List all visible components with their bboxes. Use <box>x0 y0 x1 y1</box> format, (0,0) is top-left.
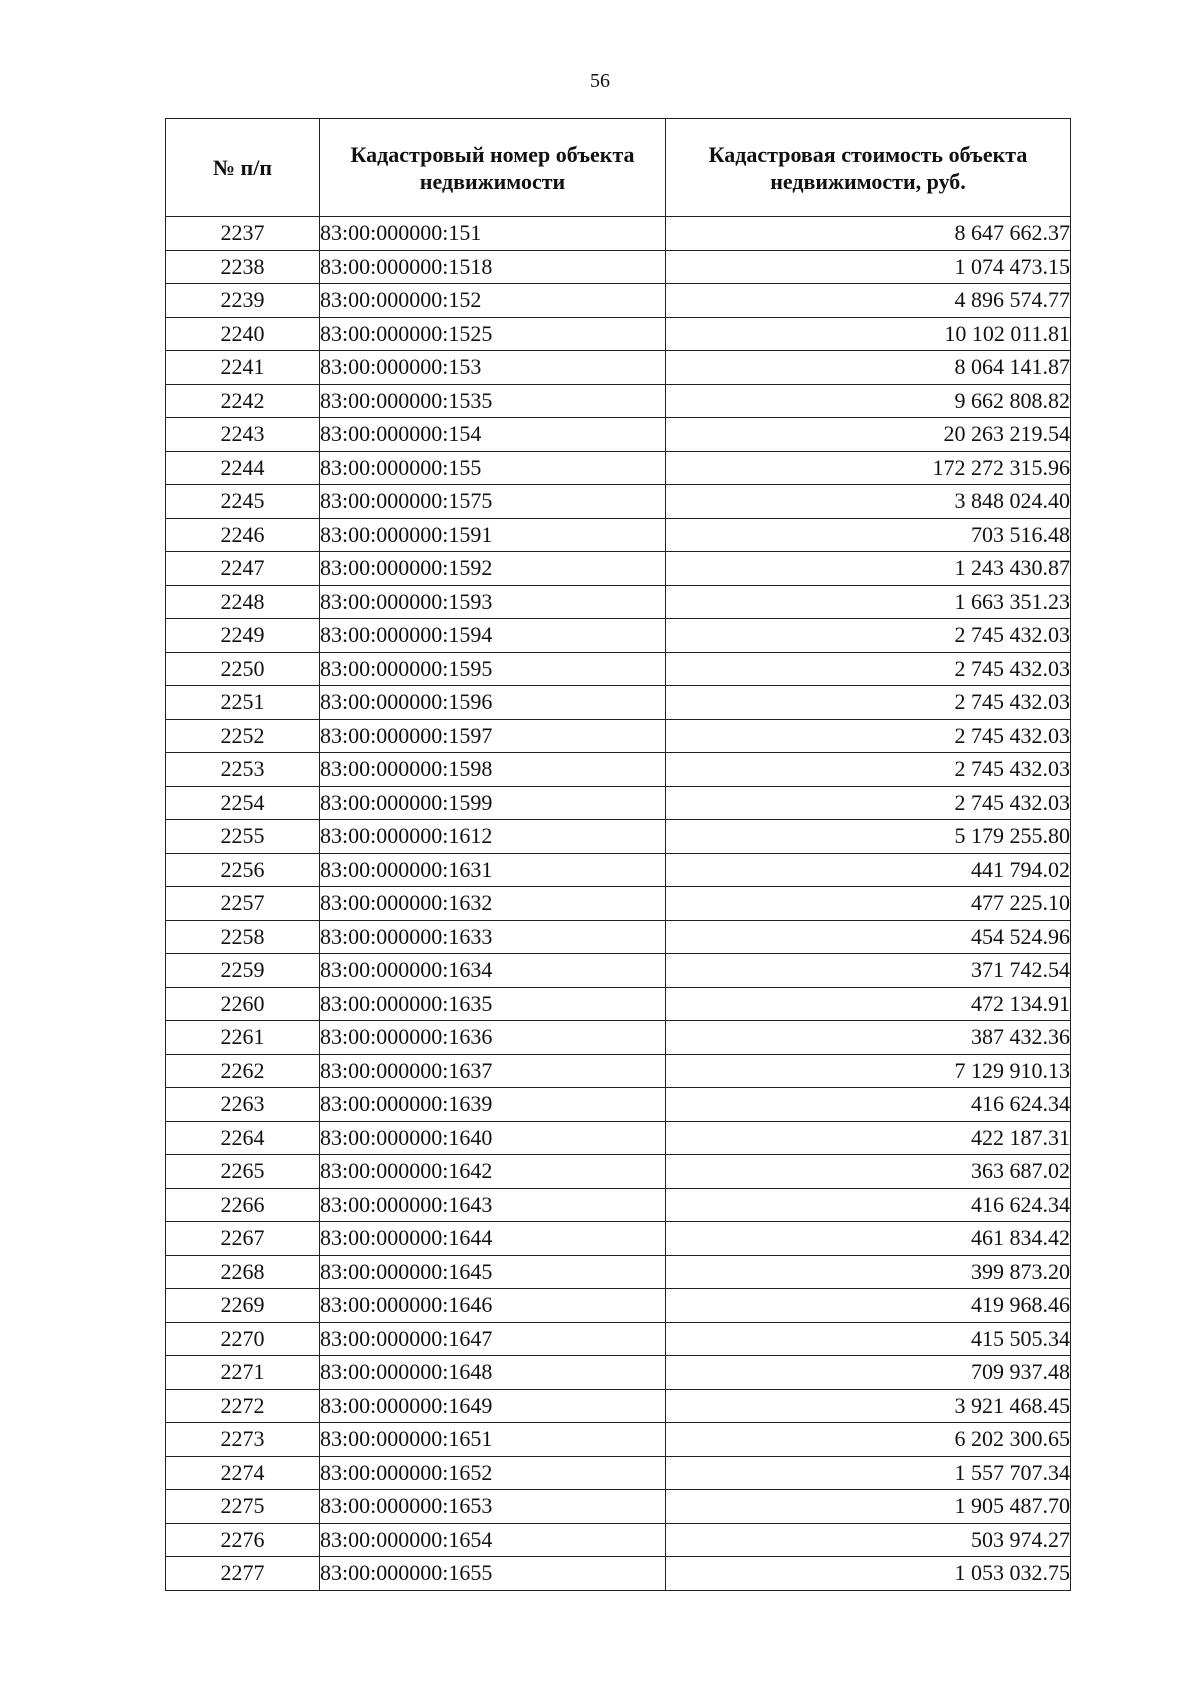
cadastral-number-cell: 83:00:000000:155 <box>320 451 666 485</box>
table-row <box>166 1389 1071 1423</box>
cadastral-value-cell: 703 516.48 <box>666 518 1071 552</box>
cadastral-value-cell: 422 187.31 <box>666 1121 1071 1155</box>
table-row <box>166 451 1071 485</box>
cadastral-value-cell: 5 179 255.80 <box>666 820 1071 854</box>
cadastral-number-cell: 83:00:000000:1631 <box>320 853 666 887</box>
row-number-cell: 2264 <box>166 1121 320 1155</box>
cadastral-value-cell: 1 074 473.15 <box>666 250 1071 284</box>
table-row <box>166 1021 1071 1055</box>
cadastral-value-cell: 10 102 011.81 <box>666 317 1071 351</box>
cadastral-number-cell: 83:00:000000:1649 <box>320 1389 666 1423</box>
cadastral-value-table <box>165 118 1071 1591</box>
cadastral-value-cell: 416 624.34 <box>666 1088 1071 1122</box>
table-row <box>166 987 1071 1021</box>
row-number-cell: 2256 <box>166 853 320 887</box>
cadastral-value-cell: 503 974.27 <box>666 1523 1071 1557</box>
cadastral-value-cell: 415 505.34 <box>666 1322 1071 1356</box>
table-row <box>166 820 1071 854</box>
cadastral-number-cell: 83:00:000000:1595 <box>320 652 666 686</box>
cadastral-value-cell: 461 834.42 <box>666 1222 1071 1256</box>
table-row <box>166 719 1071 753</box>
row-number-cell: 2244 <box>166 451 320 485</box>
cadastral-value-cell: 20 263 219.54 <box>666 418 1071 452</box>
cadastral-number-cell: 83:00:000000:1593 <box>320 585 666 619</box>
row-number-cell: 2245 <box>166 485 320 519</box>
table-row <box>166 1490 1071 1524</box>
cadastral-number-cell: 83:00:000000:1575 <box>320 485 666 519</box>
row-number-cell: 2277 <box>166 1557 320 1591</box>
row-number-cell: 2243 <box>166 418 320 452</box>
row-number-cell: 2268 <box>166 1255 320 1289</box>
cadastral-value-cell: 9 662 808.82 <box>666 384 1071 418</box>
cadastral-number-cell: 83:00:000000:1655 <box>320 1557 666 1591</box>
row-number-cell: 2266 <box>166 1188 320 1222</box>
cadastral-number-cell: 83:00:000000:1648 <box>320 1356 666 1390</box>
row-number-cell: 2260 <box>166 987 320 1021</box>
table-row <box>166 1255 1071 1289</box>
cadastral-value-cell: 3 848 024.40 <box>666 485 1071 519</box>
cadastral-number-cell: 83:00:000000:1612 <box>320 820 666 854</box>
cadastral-value-cell: 2 745 432.03 <box>666 619 1071 653</box>
table-row <box>166 619 1071 653</box>
row-number-cell: 2271 <box>166 1356 320 1390</box>
table-row <box>166 317 1071 351</box>
row-number-cell: 2274 <box>166 1456 320 1490</box>
cadastral-value-cell: 1 053 032.75 <box>666 1557 1071 1591</box>
cadastral-value-cell: 2 745 432.03 <box>666 786 1071 820</box>
cadastral-value-cell: 454 524.96 <box>666 920 1071 954</box>
table-row <box>166 217 1071 251</box>
table-row <box>166 853 1071 887</box>
row-number-cell: 2263 <box>166 1088 320 1122</box>
cadastral-number-cell: 83:00:000000:1645 <box>320 1255 666 1289</box>
cadastral-value-cell: 709 937.48 <box>666 1356 1071 1390</box>
row-number-cell: 2246 <box>166 518 320 552</box>
table-row <box>166 1121 1071 1155</box>
table-row <box>166 1289 1071 1323</box>
row-number-cell: 2238 <box>166 250 320 284</box>
row-number-cell: 2267 <box>166 1222 320 1256</box>
cadastral-number-cell: 83:00:000000:1640 <box>320 1121 666 1155</box>
cadastral-value-cell: 441 794.02 <box>666 853 1071 887</box>
cadastral-number-cell: 83:00:000000:1525 <box>320 317 666 351</box>
cadastral-value-cell: 4 896 574.77 <box>666 284 1071 318</box>
cadastral-value-cell: 387 432.36 <box>666 1021 1071 1055</box>
table-row <box>166 250 1071 284</box>
cadastral-number-cell: 83:00:000000:1592 <box>320 552 666 586</box>
cadastral-number-cell: 83:00:000000:1518 <box>320 250 666 284</box>
row-number-cell: 2240 <box>166 317 320 351</box>
cadastral-number-cell: 83:00:000000:1636 <box>320 1021 666 1055</box>
cadastral-value-cell: 371 742.54 <box>666 954 1071 988</box>
page-number: 56 <box>590 70 610 92</box>
cadastral-value-cell: 399 873.20 <box>666 1255 1071 1289</box>
table-row <box>166 954 1071 988</box>
row-number-cell: 2275 <box>166 1490 320 1524</box>
table-row <box>166 284 1071 318</box>
table-row <box>166 384 1071 418</box>
cadastral-number-cell: 83:00:000000:1594 <box>320 619 666 653</box>
cadastral-number-cell: 83:00:000000:1535 <box>320 384 666 418</box>
cadastral-value-cell: 6 202 300.65 <box>666 1423 1071 1457</box>
header-cadastral-value: Кадастровая стоимость объекта недвижимости, руб. <box>666 119 1071 217</box>
cadastral-number-cell: 83:00:000000:1639 <box>320 1088 666 1122</box>
table-row <box>166 1088 1071 1122</box>
cadastral-number-cell: 83:00:000000:1652 <box>320 1456 666 1490</box>
row-number-cell: 2270 <box>166 1322 320 1356</box>
table-header <box>166 119 1071 217</box>
table-row <box>166 1523 1071 1557</box>
cadastral-number-cell: 83:00:000000:1637 <box>320 1054 666 1088</box>
cadastral-value-cell: 1 663 351.23 <box>666 585 1071 619</box>
row-number-cell: 2261 <box>166 1021 320 1055</box>
row-number-cell: 2258 <box>166 920 320 954</box>
table-row <box>166 552 1071 586</box>
cadastral-value-cell: 2 745 432.03 <box>666 652 1071 686</box>
row-number-cell: 2242 <box>166 384 320 418</box>
row-number-cell: 2265 <box>166 1155 320 1189</box>
cadastral-value-cell: 2 745 432.03 <box>666 719 1071 753</box>
table-row <box>166 585 1071 619</box>
table-row <box>166 887 1071 921</box>
cadastral-value-cell: 419 968.46 <box>666 1289 1071 1323</box>
header-row <box>166 119 1071 217</box>
cadastral-value-cell: 8 647 662.37 <box>666 217 1071 251</box>
table-row <box>166 1322 1071 1356</box>
row-number-cell: 2253 <box>166 753 320 787</box>
row-number-cell: 2252 <box>166 719 320 753</box>
row-number-cell: 2273 <box>166 1423 320 1457</box>
cadastral-number-cell: 83:00:000000:1651 <box>320 1423 666 1457</box>
cadastral-value-cell: 172 272 315.96 <box>666 451 1071 485</box>
table-row <box>166 1456 1071 1490</box>
table-row <box>166 920 1071 954</box>
cadastral-number-cell: 83:00:000000:1633 <box>320 920 666 954</box>
row-number-cell: 2262 <box>166 1054 320 1088</box>
cadastral-number-cell: 83:00:000000:1644 <box>320 1222 666 1256</box>
cadastral-number-cell: 83:00:000000:1653 <box>320 1490 666 1524</box>
cadastral-number-cell: 83:00:000000:1632 <box>320 887 666 921</box>
cadastral-number-cell: 83:00:000000:1634 <box>320 954 666 988</box>
table-row <box>166 1188 1071 1222</box>
row-number-cell: 2269 <box>166 1289 320 1323</box>
table-row <box>166 652 1071 686</box>
row-number-cell: 2259 <box>166 954 320 988</box>
cadastral-number-cell: 83:00:000000:154 <box>320 418 666 452</box>
cadastral-number-cell: 83:00:000000:152 <box>320 284 666 318</box>
cadastral-value-cell: 477 225.10 <box>666 887 1071 921</box>
cadastral-number-cell: 83:00:000000:1597 <box>320 719 666 753</box>
cadastral-value-cell: 3 921 468.45 <box>666 1389 1071 1423</box>
table-row <box>166 1557 1071 1591</box>
row-number-cell: 2251 <box>166 686 320 720</box>
row-number-cell: 2272 <box>166 1389 320 1423</box>
cadastral-number-cell: 83:00:000000:1596 <box>320 686 666 720</box>
row-number-cell: 2239 <box>166 284 320 318</box>
row-number-cell: 2241 <box>166 351 320 385</box>
cadastral-number-cell: 83:00:000000:1647 <box>320 1322 666 1356</box>
cadastral-value-cell: 2 745 432.03 <box>666 686 1071 720</box>
table-row <box>166 351 1071 385</box>
cadastral-number-cell: 83:00:000000:1643 <box>320 1188 666 1222</box>
cadastral-number-cell: 83:00:000000:1591 <box>320 518 666 552</box>
cadastral-value-cell: 1 905 487.70 <box>666 1490 1071 1524</box>
cadastral-value-cell: 7 129 910.13 <box>666 1054 1071 1088</box>
table-row <box>166 485 1071 519</box>
row-number-cell: 2247 <box>166 552 320 586</box>
table-row <box>166 786 1071 820</box>
table-row <box>166 1356 1071 1390</box>
row-number-cell: 2248 <box>166 585 320 619</box>
cadastral-value-cell: 1 557 707.34 <box>666 1456 1071 1490</box>
cadastral-value-cell: 363 687.02 <box>666 1155 1071 1189</box>
row-number-cell: 2249 <box>166 619 320 653</box>
row-number-cell: 2257 <box>166 887 320 921</box>
cadastral-number-cell: 83:00:000000:151 <box>320 217 666 251</box>
row-number-cell: 2276 <box>166 1523 320 1557</box>
table-row <box>166 518 1071 552</box>
table-row <box>166 753 1071 787</box>
cadastral-value-cell: 8 064 141.87 <box>666 351 1071 385</box>
table-row <box>166 1222 1071 1256</box>
cadastral-number-cell: 83:00:000000:1654 <box>320 1523 666 1557</box>
cadastral-value-cell: 416 624.34 <box>666 1188 1071 1222</box>
cadastral-value-cell: 472 134.91 <box>666 987 1071 1021</box>
row-number-cell: 2254 <box>166 786 320 820</box>
cadastral-number-cell: 83:00:000000:1598 <box>320 753 666 787</box>
cadastral-value-cell: 2 745 432.03 <box>666 753 1071 787</box>
cadastral-number-cell: 83:00:000000:1642 <box>320 1155 666 1189</box>
table-row <box>166 418 1071 452</box>
header-cadastral-number: Кадастровый номер объекта недвижимости <box>320 119 666 217</box>
header-row-number: № п/п <box>166 119 320 217</box>
table-row <box>166 1155 1071 1189</box>
row-number-cell: 2250 <box>166 652 320 686</box>
row-number-cell: 2237 <box>166 217 320 251</box>
cadastral-number-cell: 83:00:000000:1635 <box>320 987 666 1021</box>
cadastral-number-cell: 83:00:000000:153 <box>320 351 666 385</box>
cadastral-number-cell: 83:00:000000:1646 <box>320 1289 666 1323</box>
row-number-cell: 2255 <box>166 820 320 854</box>
table-row <box>166 1054 1071 1088</box>
cadastral-value-cell: 1 243 430.87 <box>666 552 1071 586</box>
cadastral-number-cell: 83:00:000000:1599 <box>320 786 666 820</box>
table-row <box>166 1423 1071 1457</box>
table-row <box>166 686 1071 720</box>
table-body <box>166 217 1071 1591</box>
